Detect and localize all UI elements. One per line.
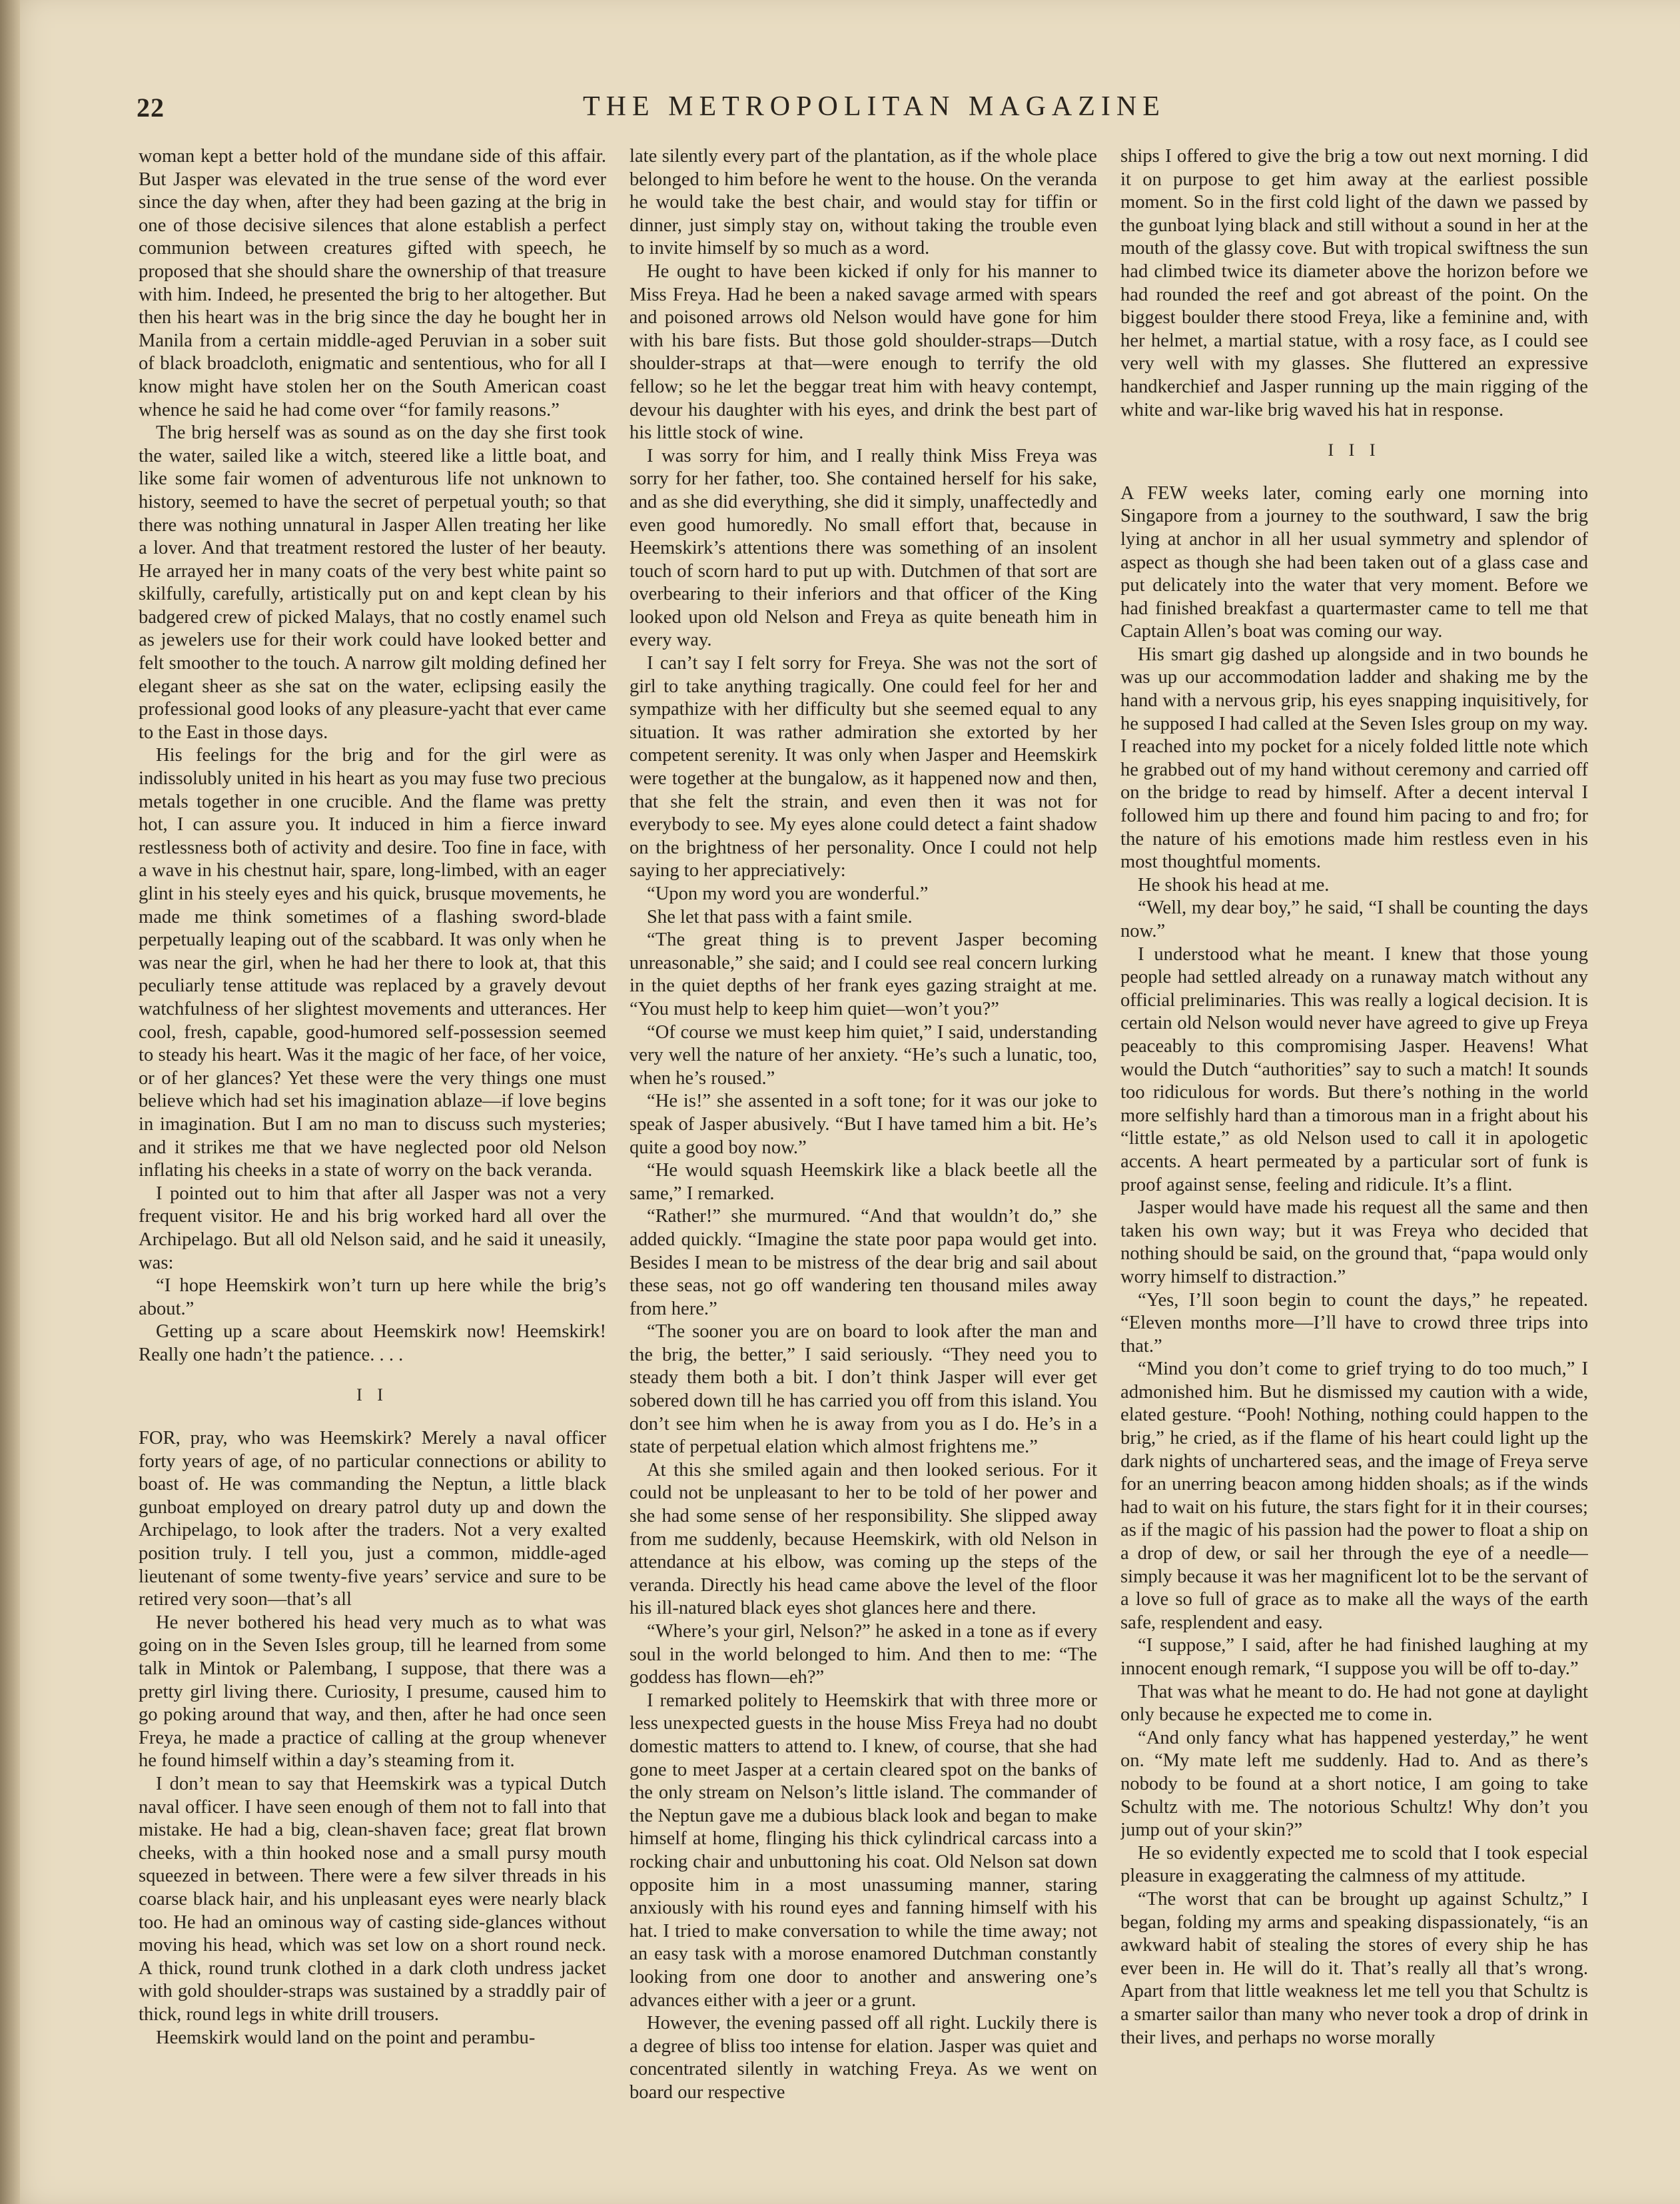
- paragraph: I can’t say I felt sorry for Freya. She was not the sort of girl to take anything tragically. One could feel for her and sympathize with her difficulty but she seemed equal to any situation. It was rather admiration she extorted by her competent serenity. It was only when Jasper and Heemskirk were together at the bungalow, as it happened now and then, that she felt the strain, and even then it was not for everybody to see. My eyes alone could detect a faint shadow on the brightness of her personality. Once I could not help saying to her appreciatively:: [630, 653, 1097, 881]
- paragraph: Getting up a scare about Heemskirk now! Heemskirk! Really one hadn’t the patience. . . .: [139, 1321, 606, 1365]
- paragraph: He ought to have been kicked if only for his manner to Miss Freya. Had he been a naked savage armed with spears and poisoned arrows old Nelson would have gone for him with his bare fists. But those gold shoulder-straps—Dutch shoulder-straps at that—were enough to terrify the old fellow; so he let the beggar treat him with heavy contempt, devour his daughter with his eyes, and drink the best part of his little stock of wine.: [630, 261, 1097, 444]
- paragraph: “He would squash Heemskirk like a black beetle all the same,” I remarked.: [630, 1160, 1097, 1204]
- paragraph: The brig herself was as sound as on the day she first took the water, sailed like a witch, steered like a little boat, and like some fair women of adventurous life not unknown to history, seemed to have the secret of perpetual youth; so that there was nothing unnatural in Jasper Allen treating her like a lover. And that treatment restored the luster of her beauty. He arrayed her in many coats of the very best white paint so skilfully, carefully, artistically put on and kept clean by his badgered crew of picked Malays, that no costly enamel such as jewelers use for their work could have looked better and felt smoother to the touch. A narrow gilt molding defined her elegant sheer as she sat on the water, eclipsing easily the professional good looks of any pleasure-yacht that ever came to the East in those days.: [139, 422, 606, 743]
- paragraph: FOR, pray, who was Heemskirk? Merely a naval officer forty years of age, of no particular connections or ability to boast of. He was commanding the Neptun, a little black gunboat employed on dreary patrol duty up and down the Archipelago, to look after the traders. Not a very exalted position truly. I tell you, just a common, middle-aged lieutenant of some twenty-five years’ service and sure to be retired very soon—that’s all: [139, 1428, 606, 1610]
- text-column-3: [1120, 145, 1588, 2157]
- page-spine: [0, 0, 20, 2204]
- paragraph: late silently every part of the plantation, as if the whole place belonged to him before he went to the house. On the veranda he would take the best chair, and would stay for tiffin or dinner, just simply stay on, without taking the trouble even to invite himself by so much as a word.: [630, 146, 1097, 259]
- paragraph: “And only fancy what has happened yesterday,” he went on. “My mate left me suddenly. Had to. And as there’s nobody to be found at a short notice, I am going to take Schultz with me. The notorious Schultz! Why don’t you jump out of your skin?”: [1120, 1727, 1588, 1841]
- paragraph: His smart gig dashed up alongside and in two bounds he was up our accommodation ladder and shaking me by the hand with a nervous grip, his eyes snapping inquisitively, for he supposed I had called at the Seven Isles group on my way. I reached into my pocket for a nicely folded little note which he grabbed out of my hand without ceremony and carried off on the bridge to read by himself. After a decent interval I followed him up there and found him pacing to and fro; for the nature of his emotions made him restless even in his most thoughtful moments.: [1120, 644, 1588, 873]
- paragraph: She let that pass with a faint smile.: [647, 906, 913, 927]
- paragraph: A FEW weeks later, coming early one morning into Singapore from a journey to the southward, I saw the brig lying at anchor in all her usual symmetry and splendor of aspect as though she had been taken out of a glass case and put delicately into the water that very moment. Before we had finished breakfast a quartermaster came to tell me that Captain Allen’s boat was coming our way.: [1120, 482, 1588, 642]
- paragraph: “Of course we must keep him quiet,” I said, understanding very well the nature of her anxiety. “He’s such a lunatic, too, when he’s roused.”: [630, 1021, 1097, 1089]
- paragraph: “He is!” she assented in a soft tone; for it was our joke to speak of Jasper abusively. “But I have tamed him a bit. He’s quite a good boy now.”: [630, 1091, 1097, 1158]
- paragraph: At this she smiled again and then looked serious. For it could not be unpleasant to her to be told of her power and she had some sense of her responsibility. She slipped away from me suddenly, because Heemskirk, with old Nelson in attendance at his elbow, was coming up the steps of the veranda. Directly his head came above the level of the floor his ill-natured black eyes shot glances here and there.: [630, 1459, 1097, 1619]
- paragraph: He never bothered his head very much as to what was going on in the Seven Isles group, till he learned from some talk in Mintok or Palembang, I suppose, that there was a pretty girl living there. Curiosity, I presume, caused him to go poking around that way, and then, after he had once seen Freya, he made a practice of calling at the group whenever he found himself within a day’s steaming from it.: [139, 1612, 606, 1772]
- paragraph: I don’t mean to say that Heemskirk was a typical Dutch naval officer. I have seen enough of them not to fall into that mistake. He had a big, clean-shaven face; great flat brown cheeks, with a thin hooked nose and a small pursy mouth squeezed in between. There were a few silver threads in his coarse black hair, and his unpleasant eyes were nearly black too. He had an ominous way of casting side-glances without moving his head, which was set low on a short round neck. A thick, round trunk clothed in a dark cloth undress jacket with gold shoulder-straps was sustained by a straddly pair of thick, round legs in white drill trousers.: [139, 1773, 606, 2025]
- paragraph: “I hope Heemskirk won’t turn up here while the brig’s about.”: [139, 1275, 606, 1319]
- running-header: [137, 92, 1169, 132]
- paragraph: However, the evening passed off all right. Luckily there is a degree of bliss too intense for elation. Jasper was quiet and concentrated silently in watching Freya. As we went on board our respective: [630, 2013, 1097, 2103]
- paragraph: He shook his head at me.: [1138, 874, 1330, 895]
- paragraph: His feelings for the brig and for the girl were as indissolubly united in his heart as you may fuse two precious metals together in one crucible. And the flame was pretty hot, I can assure you. It induced in him a fierce inward restlessness both of activity and desire. Too fine in face, with a wave in his chestnut hair, spare, long-limbed, with an eager glint in his steely eyes and his quick, brusque movements, he made me think sometimes of a flashing sword-blade perpetually leaping out of the scabbard. It was only when he was near the girl, when he had her there to look at, that this peculiarly tense attitude was replaced by a gravely devout watchfulness of her slightest movements and utterances. Her cool, fresh, capable, good-humored self-possession seemed to steady his heart. Was it the magic of her face, of her voice, or of her glances? Yet these were the very things one must believe which had set his imagination ablaze—if love begins in imagination. But I am no man to discuss such mysteries; and it strikes me that we have neglected poor old Nelson inflating his cheeks in a state of worry on the back veranda.: [139, 745, 606, 1181]
- paragraph: “Where’s your girl, Nelson?” he asked in a tone as if every soul in the world belonged to him. And then to me: “The goddess has flown—eh?”: [630, 1621, 1097, 1688]
- paragraph: I understood what he meant. I knew that those young people had settled already on a runaway match without any official preliminaries. This was really a logical decision. It is certain old Nelson would never have agreed to give up Freya peaceably to this compromising Jasper. Heavens! What would the Dutch “authorities” say to such a match! It sounds too ridiculous for words. But there’s nothing in the world more selfishly hard than a timorous man in a fright about his “little estate,” as old Nelson used to call it in apologetic accents. A heart permeated by a particular sort of funk is proof against sense, feeling and ridicule. It’s a flint.: [1120, 943, 1588, 1195]
- paragraph: “Well, my dear boy,” he said, “I shall be counting the days now.”: [1120, 897, 1588, 941]
- section-number: I I: [356, 1385, 388, 1405]
- magazine-title: THE METROPOLITAN MAGAZINE: [583, 91, 1166, 122]
- paragraph: ships I offered to give the brig a tow out next morning. I did it on purpose to get him away at the earliest possible moment. So in the first cold light of the dawn we passed by the gunboat lying black and still without a sound in her at the mouth of the glassy cove. But with tropical swiftness the sun had climbed twice its diameter above the horizon before we had rounded the reef and got abreast of the point. On the biggest boulder there stood Freya, like a feminine and, with her helmet, a martial statue, with a rosy face, as I could see very well with my glasses. She fluttered an expressive handkerchief and Jasper running up the main rigging of the white and war-like brig waved his hat in response.: [1120, 146, 1588, 420]
- paragraph: “Upon my word you are wonderful.”: [647, 883, 929, 904]
- paragraph: Heemskirk would land on the point and perambu-: [156, 2027, 536, 2048]
- paragraph: “The worst that can be brought up against Schultz,” I began, folding my arms and speaking dispassionately, “is an awkward habit of stealing the stores of every ship he has ever been in. He will do it. That’s really all that’s wrong. Apart from that little weakness let me tell you that Schultz is a smarter sailor than many who never took a drop of drink in their lives, and perhaps no worse morally: [1120, 1888, 1588, 2048]
- page-number: 22: [137, 93, 165, 123]
- paragraph: “I suppose,” I said, after he had finished laughing at my innocent enough remark, “I suppose you will be off to-day.”: [1120, 1635, 1588, 1679]
- paragraph: “The great thing is to prevent Jasper becoming unreasonable,” she said; and I could see real concern lurking in the quiet depths of her frank eyes gazing straight at me. “You must help to keep him quiet—won’t you?”: [630, 929, 1097, 1019]
- paragraph: That was what he meant to do. He had not gone at daylight only because he expected me to come in.: [1120, 1681, 1588, 1726]
- paragraph: He so evidently expected me to scold that I took especial pleasure in exaggerating the calmness of my attitude.: [1120, 1842, 1588, 1887]
- text-column-1: [139, 145, 606, 2157]
- paragraph: I remarked politely to Heemskirk that with three more or less unexpected guests in the house Miss Freya had no doubt domestic matters to attend to. I knew, of course, that she had gone to meet Jasper at a certain cleared spot on the banks of the only stream on Nelson’s little island. The commander of the Neptun gave me a dubious black look and began to make himself at home, flinging his thick cylindrical carcass into a rocking chair and unbuttoning his coat. Old Nelson sat down opposite him in a most unassuming manner, staring anxiously with his round eyes and fanning himself with his hat. I tried to make conversation to while the time away; not an easy task with a morose enamored Dutchman constantly looking from one door to another and answering one’s advances either with a jeer or a grunt.: [630, 1690, 1097, 2011]
- paragraph: “The sooner you are on board to look after the man and the brig, the better,” I said seriously. “They need you to steady them both a bit. I don’t think Jasper will ever get sobered down till he has carried you off from this island. You don’t see him when he is away from you as I do. He’s in a state of perpetual elation which almost frightens me.”: [630, 1321, 1097, 1458]
- paragraph: I pointed out to him that after all Jasper was not a very frequent visitor. He and his brig worked hard all over the Archipelago. But all old Nelson said, and he said it uneasily, was:: [139, 1183, 606, 1273]
- paragraph: woman kept a better hold of the mundane side of this affair. But Jasper was elevated in the true sense of the word ever since the day when, after they had been gazing at the brig in one of those decisive silences that alone establish a perfect communion between creatures gifted with speech, he proposed that she should share the ownership of that treasure with him. Indeed, he presented the brig to her altogether. But then his heart was in the brig since the day he bought her in Manila from a certain middle-aged Peruvian in a sober suit of black broadcloth, enigmatic and sententious, who for all I know might have stolen her on the South American coast whence he said he had come over “for family reasons.”: [139, 146, 606, 420]
- paragraph: “Rather!” she murmured. “And that wouldn’t do,” she added quickly. “Imagine the state poor papa would get into. Besides I mean to be mistress of the dear brig and sail about these seas, not go off wandering ten thousand miles away from here.”: [630, 1206, 1097, 1319]
- paragraph: I was sorry for him, and I really think Miss Freya was sorry for her father, too. She contained herself for his sake, and as she did everything, she did it simply, unaffectedly and even good humoredly. No small effort that, because in Heemskirk’s attentions there was something of an insolent touch of scorn hard to put up with. Dutchmen of that sort are overbearing to their inferiors and that officer of the King looked upon old Nelson and Freya as quite beneath him in every way.: [630, 445, 1097, 651]
- paragraph: Jasper would have made his request all the same and then taken his own way; but it was Freya who decided that nothing should be said, on the ground that, “papa would only worry himself to distraction.”: [1120, 1197, 1588, 1287]
- paragraph: “Mind you don’t come to grief trying to do too much,” I admonished him. But he dismissed my caution with a wide, elated gesture. “Pooh! Nothing, nothing could happen to the brig,” he cried, as if the flame of his heart could light up the dark nights of unchartered seas, and the image of Freya serve for an unerring beacon among hidden shoals; as if the winds had to wait on his future, the stars fight for it in their courses; as if the magic of his passion had the power to float a ship on a drop of dew, or sail her through the eye of a needle—simply because it was her magnificent lot to be the servant of a love so full of grace as to make all the ways of the earth safe, resplendent and easy.: [1120, 1359, 1588, 1633]
- section-number: I I I: [1328, 440, 1381, 460]
- paragraph: “Yes, I’ll soon begin to count the days,” he repeated. “Eleven months more—I’ll have to crowd three trips into that.”: [1120, 1289, 1588, 1357]
- text-column-2: [630, 145, 1097, 2157]
